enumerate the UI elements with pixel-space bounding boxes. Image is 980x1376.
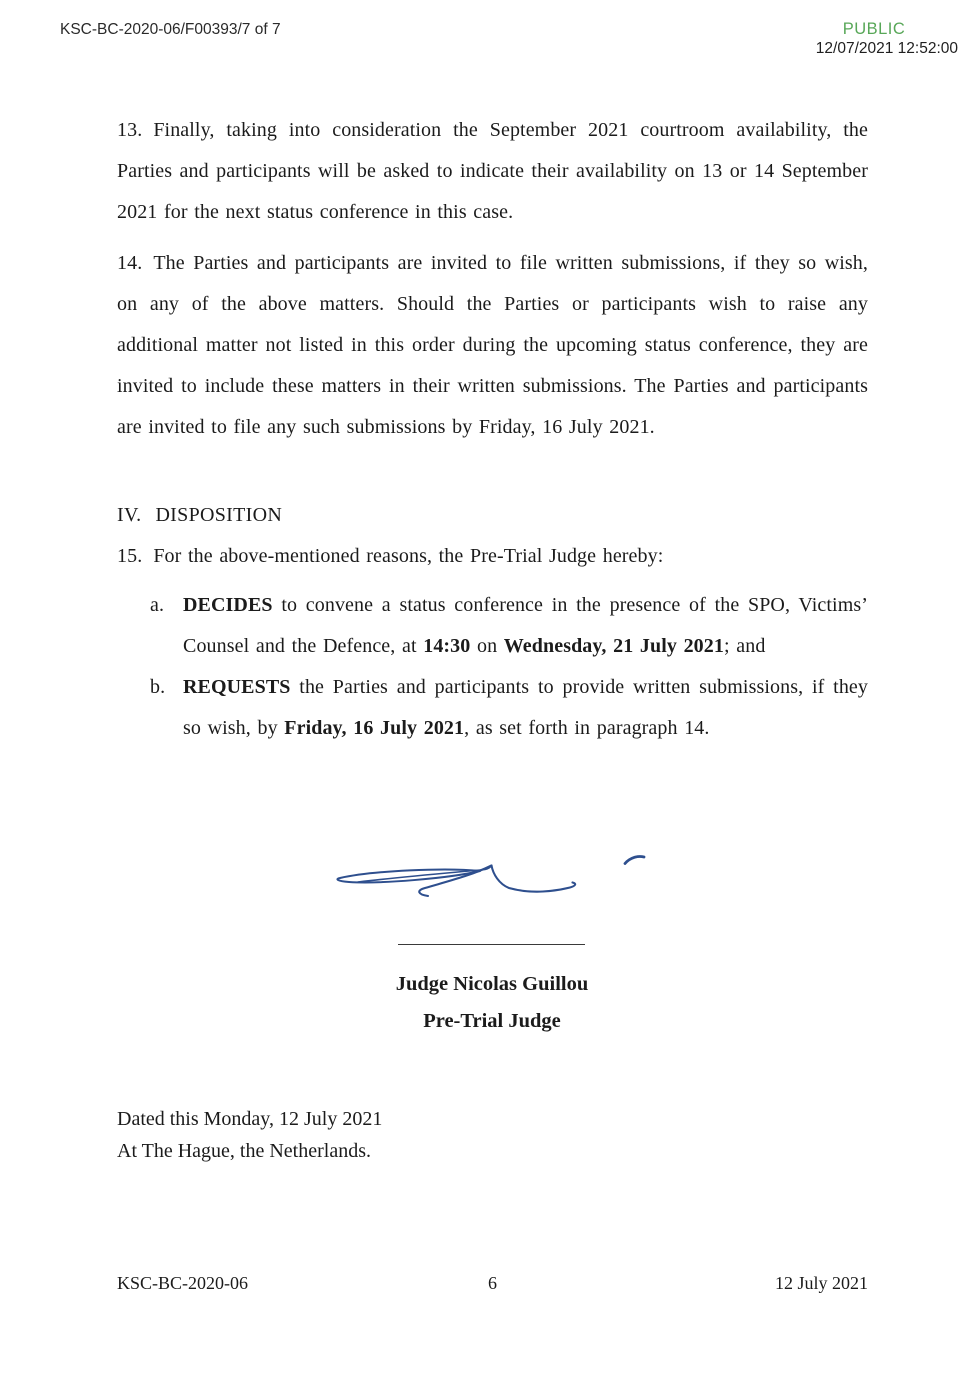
paragraph-number: 15. [117, 545, 143, 567]
list-marker: a. [150, 594, 165, 616]
filing-timestamp: 12/07/2021 12:52:00 [815, 40, 958, 57]
judge-name: Judge Nicolas Guillou [395, 973, 589, 995]
section-heading-disposition [117, 495, 868, 536]
signature-line [398, 944, 585, 945]
time-value: 14:30 [423, 635, 471, 657]
paragraph-text: For the above-mentioned reasons, the Pre-Trial Judge hereby: [153, 545, 664, 567]
judge-title: Pre-Trial Judge [423, 1010, 561, 1032]
requests-keyword: REQUESTS [183, 676, 291, 698]
paragraph-13 [117, 110, 868, 233]
list-marker: b. [150, 676, 166, 698]
footer-date: 12 July 2021 [774, 1273, 868, 1293]
paragraph-text: Finally, taking into consideration the September 2021 courtroom availability, the Parties and participants will be asked to indicate their availability on 13 or 14 September 2021 for the next status conference in this case. [117, 119, 868, 223]
deadline-date: Friday, 16 July 2021 [284, 717, 465, 739]
item-text: to convene a status conference in the presence of the SPO, Victims’ Counsel and the Defence, at [183, 594, 868, 657]
dateline-place: At The Hague, the Netherlands. [117, 1139, 371, 1162]
item-text: , as set forth in paragraph 14. [464, 717, 710, 739]
dateline-date: Dated this Monday, 12 July 2021 [117, 1108, 383, 1130]
item-text: on [470, 635, 504, 657]
dateline [117, 1104, 382, 1167]
item-text: ; and [723, 635, 766, 657]
page-footer [117, 1272, 868, 1294]
paragraph-text: The Parties and participants are invited to file written submissions, if they so wish, on any of the above matters. Should the Parties or participants wish to raise any additional matter not listed in this order during the upcoming status conference, they are invited to include these matters in their written submissions. The Parties and participants are invited to file any such submissions by Friday, 16 July 2021. [117, 252, 868, 438]
section-number: IV. [117, 504, 142, 526]
paragraph-14 [117, 243, 868, 448]
list-item-b [117, 667, 868, 749]
document-reference: KSC-BC-2020-06/F00393/7 of 7 [60, 21, 281, 38]
footer-case-number: KSC-BC-2020-06 [117, 1273, 249, 1293]
paragraph-number: 13. [117, 119, 143, 141]
judge-signature-ink [328, 843, 660, 909]
item-text: the Parties and participants to provide written submissions, if they so wish, by [183, 676, 868, 739]
document-body [117, 110, 868, 749]
disposition-list [117, 585, 868, 749]
list-item-a [117, 585, 868, 667]
decides-keyword: DECIDES [183, 594, 273, 616]
footer-page-number: 6 [488, 1273, 497, 1293]
hearing-date: Wednesday, 21 July 2021 [503, 635, 724, 657]
section-title: DISPOSITION [155, 504, 283, 526]
paragraph-number: 14. [117, 252, 143, 274]
classification-label: PUBLIC [842, 20, 906, 38]
signatory-block [312, 966, 672, 1040]
header-stamp [790, 20, 958, 58]
paragraph-15 [117, 536, 868, 577]
